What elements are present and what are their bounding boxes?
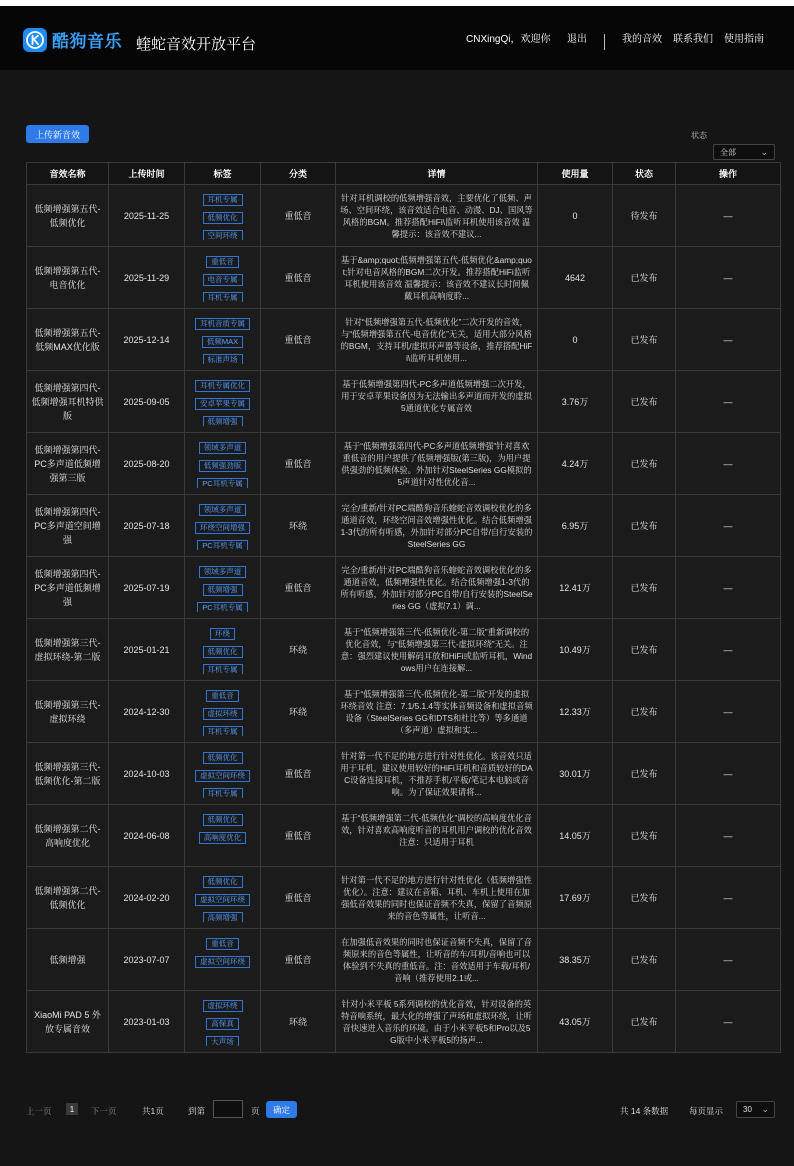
upload-date-cell: 2025-12-14 [109, 309, 185, 371]
upload-date-cell: 2024-02-20 [109, 867, 185, 929]
category-cell: 环绕 [261, 991, 336, 1053]
status-cell: 已发布 [613, 309, 676, 371]
detail-text: 基于“低频增强第三代-低频优化-第二版”重新调校的优化音效，与“低频增强第三代-虚拟环绕”无关。注意：强烈建议使用解码耳放和HiFi或监听耳机，Windows用户在连接解... [340, 626, 533, 673]
tag-list [189, 440, 256, 488]
action-cell[interactable]: — [676, 371, 781, 433]
user-greeting: CNXingQi，欢迎你 [466, 33, 551, 45]
status-cell: 已发布 [613, 619, 676, 681]
total-pages: 共1页 [142, 1106, 164, 1116]
usage-cell: 6.95万 [538, 495, 613, 557]
tag-badge: PC耳机专属 [197, 540, 247, 550]
column-header: 状态 [613, 163, 676, 185]
next-page-link[interactable]: 下一页 [91, 1106, 117, 1116]
upload-date-cell: 2025-09-05 [109, 371, 185, 433]
upload-date-cell: 2025-01-21 [109, 619, 185, 681]
category-cell: 重低音 [261, 185, 336, 247]
status-cell: 已发布 [613, 247, 676, 309]
tag-list [189, 750, 256, 798]
tags-cell [185, 867, 261, 929]
effect-name-cell: 低频增强第二代-高响度优化 [27, 805, 109, 867]
action-cell[interactable]: — [676, 557, 781, 619]
tag-badge: PC耳机专属 [197, 602, 247, 612]
detail-text: 基于“低频增强第二代-低频优化”调校的高响度优化音效，针对喜欢高响度听音的耳机用户调校的优化音效 注意：只适用于耳机 [341, 812, 532, 847]
detail-text: 针对“低频增强第五代-低频优化”二次开发的音效，与“低频增强第五代-电音优化”无关，适用大部分风格的BGM，支持耳机/虚拟环声器等设备，推荐搭配HiFi\监听耳机使用... [340, 316, 533, 363]
usage-cell: 4642 [538, 247, 613, 309]
table-row [27, 867, 781, 929]
detail-text: 针对耳机调校的低频增强音效，主要优化了低频、声场、空间环绕，该音效适合电音、动漫、DJ、国风等风格的BGM。推荐搭配HiFi\监听耳机使用该音效 温馨提示：该音效不建议... [340, 192, 533, 239]
tag-list [189, 316, 256, 364]
action-cell[interactable]: — [676, 743, 781, 805]
goto-confirm-button[interactable]: 确定 [266, 1101, 297, 1118]
nav-contact-us[interactable]: 联系我们 [673, 33, 713, 45]
status-cell: 已发布 [613, 681, 676, 743]
status-cell: 已发布 [613, 495, 676, 557]
effect-name-cell: 低频增强第四代-PC多声道低频增强 [27, 557, 109, 619]
tag-badge: 低频增强 [203, 416, 243, 426]
effects-table [26, 162, 781, 1053]
total-items: 共 14 条数据 [620, 1106, 669, 1116]
goto-page-input[interactable] [213, 1100, 243, 1118]
chevron-down-icon: ⌄ [761, 1104, 769, 1114]
tag-badge: 低频优化 [203, 212, 243, 224]
tag-badge: 虚拟空间环绕 [195, 770, 250, 782]
action-cell[interactable]: — [676, 991, 781, 1053]
category-cell: 重低音 [261, 247, 336, 309]
usage-cell: 30.01万 [538, 743, 613, 805]
category-cell: 环绕 [261, 495, 336, 557]
site-title: 蝰蛇音效开放平台 [136, 36, 257, 53]
tag-list [189, 192, 256, 240]
detail-text: 基于“低频增强第三代-低频优化-第二版”开发的虚拟环绕音效 注意：7.1/5.1.4等实体音频设备和虚拟音频设备（SteelSeries GG和DTS和杜比等）等多通道（多声道）虚拟和实... [340, 688, 533, 735]
tag-list [189, 874, 256, 922]
effect-name-cell: 低频增强第四代-PC多声道空间增强 [27, 495, 109, 557]
per-page-label: 每页显示 [689, 1106, 724, 1116]
upload-date-cell: 2025-08-20 [109, 433, 185, 495]
nav-user-guide[interactable]: 使用指南 [724, 33, 764, 45]
tags-cell [185, 309, 261, 371]
prev-page-link[interactable]: 上一页 [26, 1106, 52, 1116]
detail-cell [336, 743, 538, 805]
tag-badge: 环绕空间增强 [195, 522, 250, 534]
tag-list [189, 998, 256, 1046]
status-cell: 已发布 [613, 805, 676, 867]
upload-date-cell: 2024-12-30 [109, 681, 185, 743]
tag-list [189, 502, 256, 550]
action-cell[interactable]: — [676, 185, 781, 247]
upload-effect-button[interactable]: 上传新音效 [26, 125, 89, 143]
tag-list [189, 378, 256, 426]
tag-badge: 安卓苹果专属 [195, 398, 250, 410]
table-row [27, 185, 781, 247]
detail-cell [336, 309, 538, 371]
tag-badge: 耳机专属 [203, 292, 243, 302]
tags-cell [185, 805, 261, 867]
tag-badge: 领域多声道 [199, 566, 247, 578]
action-cell[interactable]: — [676, 247, 781, 309]
column-header: 上传时间 [109, 163, 185, 185]
detail-text: 完全/重新/针对PC端酷狗音乐蝰蛇音效调校优化的多通道音效，环绕空间音效增强性优化。结合低频增强1-3代的所有听感，外加针对部分PC自带/自行安装的SteelSeries GG [340, 502, 533, 549]
column-header: 详情 [336, 163, 538, 185]
status-cell: 已发布 [613, 867, 676, 929]
current-page[interactable]: 1 [66, 1103, 78, 1115]
detail-text: 完全/重新/针对PC端酷狗音乐蝰蛇音效调校优化的多通道音效，低频增强性优化。结合低频增强1-3代的所有听感，外加针对部分PC自带/自行安装的SteelSeries GG（虚拟7.1）调... [340, 564, 533, 611]
column-header: 操作 [676, 163, 781, 185]
nav-divider [604, 34, 605, 50]
tags-cell [185, 371, 261, 433]
detail-cell [336, 991, 538, 1053]
action-cell[interactable]: — [676, 867, 781, 929]
category-cell: 重低音 [261, 867, 336, 929]
status-cell: 已发布 [613, 743, 676, 805]
tag-badge: 耳机专属 [203, 194, 243, 206]
tag-badge: 高保真 [206, 1018, 239, 1030]
upload-date-cell: 2023-07-07 [109, 929, 185, 991]
action-cell[interactable]: — [676, 309, 781, 371]
tag-badge: 虚拟环绕 [203, 708, 243, 720]
table-row [27, 743, 781, 805]
status-cell: 已发布 [613, 991, 676, 1053]
pagination [0, 1100, 794, 1120]
column-header: 分类 [261, 163, 336, 185]
category-cell: 重低音 [261, 743, 336, 805]
tag-list [189, 936, 256, 984]
effect-name-cell: 低频增强第二代-低频优化 [27, 867, 109, 929]
tags-cell [185, 247, 261, 309]
tag-badge: 耳机专属优化 [195, 380, 250, 392]
usage-cell: 17.69万 [538, 867, 613, 929]
usage-cell: 3.76万 [538, 371, 613, 433]
top-navbar [0, 6, 794, 70]
table-row [27, 991, 781, 1053]
tag-badge: 电音专属 [203, 274, 243, 286]
upload-date-cell: 2025-07-18 [109, 495, 185, 557]
tag-badge: 高频增强 [203, 912, 243, 922]
action-cell[interactable]: — [676, 433, 781, 495]
category-cell: 重低音 [261, 929, 336, 991]
category-cell: 重低音 [261, 805, 336, 867]
detail-cell [336, 557, 538, 619]
detail-cell [336, 619, 538, 681]
detail-cell [336, 929, 538, 991]
category-cell: 环绕 [261, 619, 336, 681]
usage-cell: 12.41万 [538, 557, 613, 619]
tag-badge: 虚拟环绕 [203, 1000, 243, 1012]
effect-name-cell: 低频增强第四代-低频增强耳机特供版 [27, 371, 109, 433]
table-row [27, 681, 781, 743]
detail-cell [336, 495, 538, 557]
goto-label: 到第 [188, 1106, 206, 1116]
tags-cell [185, 929, 261, 991]
effect-name-cell: 低频增强 [27, 929, 109, 991]
per-page-value: 30 [743, 1105, 752, 1114]
tag-badge: 重低音 [206, 256, 239, 268]
upload-date-cell: 2024-10-03 [109, 743, 185, 805]
tags-cell [185, 185, 261, 247]
status-cell: 已发布 [613, 371, 676, 433]
tag-badge: 标准声场 [203, 354, 243, 364]
upload-date-cell: 2025-11-29 [109, 247, 185, 309]
effect-name-cell: 低频增强第三代-虚拟环绕 [27, 681, 109, 743]
status-filter-value: 全部 [720, 147, 736, 157]
status-cell: 已发布 [613, 929, 676, 991]
tag-list [189, 626, 256, 674]
tag-badge: 低频优化 [203, 876, 243, 888]
logo-text: 酷狗音乐 [52, 32, 122, 51]
tag-badge: 耳机专属 [203, 788, 243, 798]
usage-cell: 43.05万 [538, 991, 613, 1053]
tag-badge: 高响度优化 [199, 832, 247, 844]
tag-badge: 大声场 [206, 1036, 239, 1046]
tags-cell [185, 557, 261, 619]
tag-badge: PC耳机专属 [197, 478, 247, 488]
tag-list [189, 254, 256, 302]
tag-badge: 低频MAX [202, 336, 243, 348]
tag-list [189, 688, 256, 736]
table-row [27, 309, 781, 371]
status-filter-label: 状态 [691, 131, 707, 140]
tags-cell [185, 991, 261, 1053]
tags-cell [185, 495, 261, 557]
chevron-down-icon: ⌄ [760, 147, 768, 157]
effect-name-cell: 低频增强第三代-虚拟环绕-第二版 [27, 619, 109, 681]
tag-badge: 低频增强 [203, 584, 243, 596]
page-unit-label: 页 [251, 1106, 260, 1116]
tag-badge: 重低音 [206, 690, 239, 702]
tag-list [189, 564, 256, 612]
detail-text: 基于“低频增强第四代-PC多声道低频增强”针对喜欢重低音的用户提供了低频增强版(第三版)，为用户提供强劲的低频体验。外加针对SteelSeries GG模拟的5声道针对性优化音... [341, 440, 532, 487]
detail-cell [336, 247, 538, 309]
usage-cell: 4.24万 [538, 433, 613, 495]
usage-cell: 10.49万 [538, 619, 613, 681]
category-cell [261, 371, 336, 433]
status-cell: 已发布 [613, 557, 676, 619]
tag-badge: 环绕 [210, 628, 235, 640]
usage-cell: 0 [538, 185, 613, 247]
status-cell: 已发布 [613, 433, 676, 495]
kugou-logo[interactable] [23, 27, 122, 52]
action-cell[interactable]: — [676, 929, 781, 991]
detail-cell [336, 185, 538, 247]
action-cell[interactable]: — [676, 805, 781, 867]
table-row [27, 247, 781, 309]
tag-badge: 耳机音质专属 [195, 318, 250, 330]
logout-link[interactable]: 退出 [567, 33, 587, 45]
tags-cell [185, 681, 261, 743]
table-row [27, 495, 781, 557]
category-cell: 重低音 [261, 557, 336, 619]
effect-name-cell: XiaoMi PAD 5 外放专属音效 [27, 991, 109, 1053]
nav-my-effects[interactable]: 我的音效 [622, 33, 662, 45]
detail-text: 基于&amp;quot;低频增强第五代-低频优化&amp;quot;针对电音风格的BGM二次开发。推荐搭配HiFi监听耳机使用该音效 温馨提示：该音效不建议长时间佩戴耳机高响度聆... [341, 254, 532, 301]
tag-badge: 耳机专属 [203, 726, 243, 736]
column-header: 标签 [185, 163, 261, 185]
status-filter-select[interactable] [713, 144, 775, 160]
usage-cell: 0 [538, 309, 613, 371]
usage-cell: 38.35万 [538, 929, 613, 991]
table-row [27, 371, 781, 433]
tag-badge: 虚拟空间环绕 [195, 956, 250, 968]
tag-badge: 低频优化 [203, 752, 243, 764]
column-header: 音效名称 [27, 163, 109, 185]
tag-badge: 领域多声道 [199, 504, 247, 516]
tags-cell [185, 619, 261, 681]
table-row [27, 929, 781, 991]
tag-badge: 虚拟空间环绕 [195, 894, 250, 906]
usage-cell: 12.33万 [538, 681, 613, 743]
table-row [27, 433, 781, 495]
category-cell: 重低音 [261, 433, 336, 495]
status-cell: 待发布 [613, 185, 676, 247]
detail-text: 基于低频增强第四代-PC多声道低频增强二次开发，用于安卓苹果设备因为无法输出多声道而开发的虚拟5通道优化专属音效 [341, 378, 532, 413]
detail-cell [336, 681, 538, 743]
detail-text: 针对第一代不足的地方进行针对性优化（低频增强性优化）。注意：建议在音箱、耳机、车机上使用在加强低音效果的同时也保证音频不失真，保留了音频原来的音色等属性，让听音... [341, 874, 532, 921]
effect-name-cell: 低频增强第三代-低频优化-第二版 [27, 743, 109, 805]
table-header-row [27, 163, 781, 185]
effect-name-cell: 低频增强第四代-PC多声道低频增强第三版 [27, 433, 109, 495]
upload-date-cell: 2023-01-03 [109, 991, 185, 1053]
table-body [27, 185, 781, 1053]
tag-badge: 空间环绕 [203, 230, 243, 240]
upload-date-cell: 2025-11-25 [109, 185, 185, 247]
tags-cell [185, 433, 261, 495]
action-cell[interactable]: — [676, 495, 781, 557]
tags-cell [185, 743, 261, 805]
tag-badge: 低频优化 [203, 814, 243, 826]
table-row [27, 557, 781, 619]
tag-badge: 耳机专属 [203, 664, 243, 674]
per-page-select[interactable] [736, 1101, 775, 1118]
detail-cell [336, 867, 538, 929]
detail-text: 针对小米平板 5系列调校的优化音效，针对设备的英特音响系统，最大化的增强了声场和虚拟环绕，让听音快速进入音乐的环境。由于小米平板5和Pro以及5G版中小米平板5的扬声... [341, 998, 532, 1045]
tag-badge: 重低音 [206, 938, 239, 950]
detail-cell [336, 805, 538, 867]
category-cell: 重低音 [261, 309, 336, 371]
tag-badge: 低频强劲版 [199, 460, 247, 472]
tag-badge: 低频优化 [203, 646, 243, 658]
category-cell: 环绕 [261, 681, 336, 743]
table-row [27, 805, 781, 867]
action-cell[interactable]: — [676, 619, 781, 681]
upload-date-cell: 2024-06-08 [109, 805, 185, 867]
usage-cell: 14.05万 [538, 805, 613, 867]
tag-badge: 领域多声道 [199, 442, 247, 454]
table-row [27, 619, 781, 681]
effect-name-cell: 低频增强第五代-电音优化 [27, 247, 109, 309]
column-header: 使用量 [538, 163, 613, 185]
upload-date-cell: 2025-07-19 [109, 557, 185, 619]
detail-cell [336, 433, 538, 495]
detail-cell [336, 371, 538, 433]
effect-name-cell: 低频增强第五代-低频优化 [27, 185, 109, 247]
detail-text: 针对第一代不足的地方进行针对性优化。该音效只适用于耳机，建议使用较好的HiFi耳机和音质较好的DAC设备连接耳机，不推荐手机/平板/笔记本电脑或音响。为了保证效果请将... [340, 750, 533, 797]
kugou-k-icon [23, 28, 47, 52]
detail-text: 在加强低音效果的同时也保证音频不失真，保留了音频原来的音色等属性，让听音的车/耳机/音响也可以体验到不失真的重低音。注：音效适用于车载/耳机/音响（推荐使用2.1或... [341, 936, 532, 983]
action-cell[interactable]: — [676, 681, 781, 743]
effect-name-cell: 低频增强第五代-低频MAX优化版 [27, 309, 109, 371]
tag-list [189, 812, 256, 860]
